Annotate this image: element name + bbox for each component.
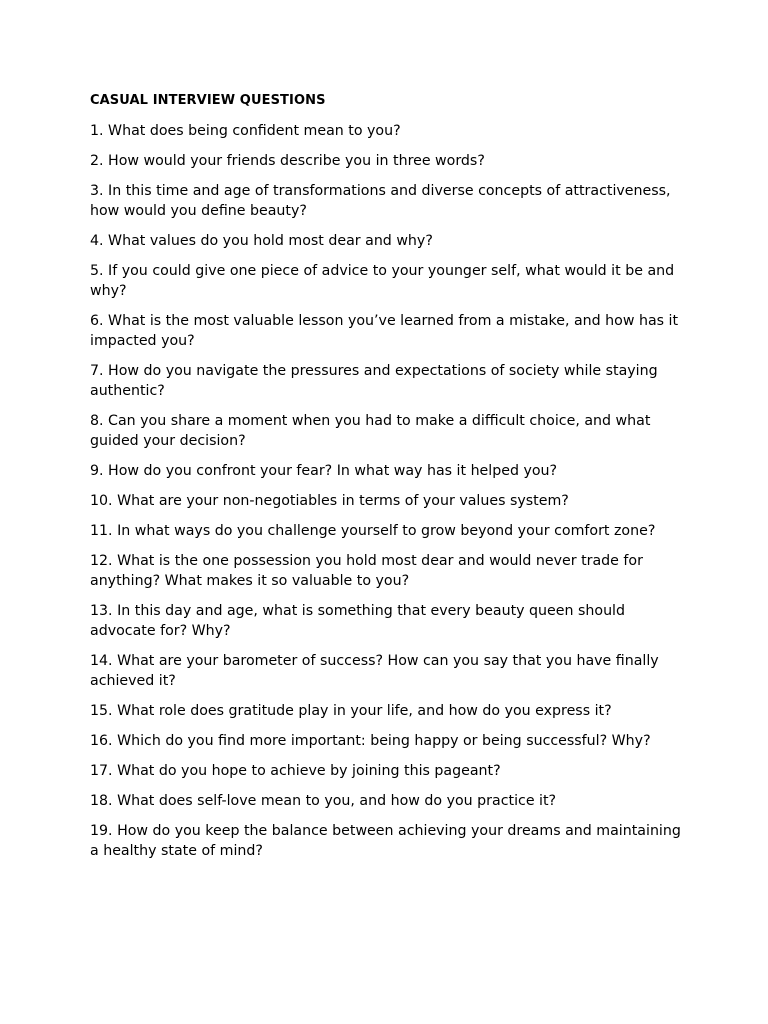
- question-item: 2. How would your friends describe you in three words?: [90, 153, 485, 169]
- question-item: 19. How do you keep the balance between achieving your dreams and maintaining a healthy state of mind?: [90, 823, 681, 859]
- question-item: 1. What does being confident mean to you?: [90, 123, 401, 139]
- question-item: 15. What role does gratitude play in your life, and how do you express it?: [90, 703, 612, 719]
- question-item: 9. How do you confront your fear? In what way has it helped you?: [90, 463, 558, 479]
- question-item: 6. What is the most valuable lesson you’ve learned from a mistake, and how has it impacted you?: [90, 313, 679, 349]
- question-item: 8. Can you share a moment when you had to make a difficult choice, and what guided your decision?: [90, 413, 651, 449]
- question-item: 13. In this day and age, what is something that every beauty queen should advocate for? Why?: [90, 603, 626, 639]
- question-item: 10. What are your non-negotiables in terms of your values system?: [90, 493, 569, 509]
- question-item: 14. What are your barometer of success? How can you say that you have finally achieved it?: [90, 653, 659, 689]
- question-item: 11. In what ways do you challenge yourself to grow beyond your comfort zone?: [90, 523, 656, 539]
- question-item: 3. In this time and age of transformations and diverse concepts of attractiveness, how would you define beauty?: [90, 183, 671, 219]
- question-item: 12. What is the one possession you hold most dear and would never trade for anything? What makes it so valuable to you?: [90, 553, 643, 589]
- question-item: 7. How do you navigate the pressures and expectations of society while staying authentic?: [90, 363, 658, 399]
- question-item: 5. If you could give one piece of advice to your younger self, what would it be and why?: [90, 263, 675, 299]
- document-title: CASUAL INTERVIEW QUESTIONS: [90, 93, 326, 108]
- question-item: 18. What does self-love mean to you, and how do you practice it?: [90, 793, 557, 809]
- question-item: 4. What values do you hold most dear and why?: [90, 233, 433, 249]
- document-page: [90, 92, 690, 871]
- question-item: 17. What do you hope to achieve by joining this pageant?: [90, 763, 501, 779]
- question-item: 16. Which do you find more important: being happy or being successful? Why?: [90, 733, 651, 749]
